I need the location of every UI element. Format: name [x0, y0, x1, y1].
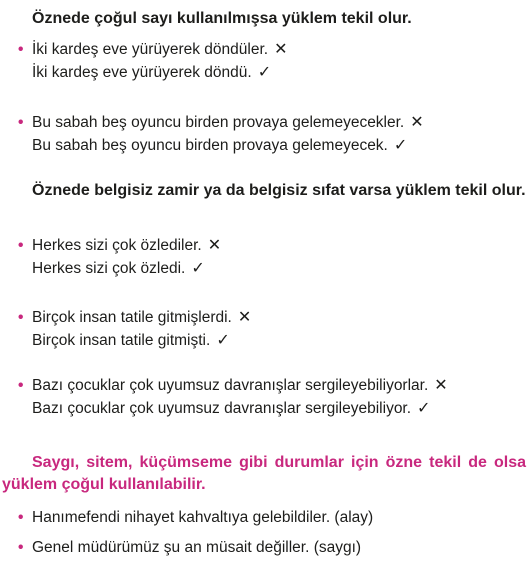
wrong-example: Birçok insan tatile gitmişlerdi. [32, 309, 232, 326]
check-icon: ✓ [191, 260, 205, 277]
check-icon: ✓ [393, 137, 408, 154]
correct-example: Birçok insan tatile gitmişti. [32, 332, 211, 349]
example-sentence: Hanımefendi nihayet kahvaltıya gelebildiler. (alay) [32, 509, 374, 526]
cross-icon: ✕ [237, 309, 252, 326]
correct-example: Bazı çocuklar çok uyumsuz davranışlar sergileyebiliyor. [32, 400, 412, 417]
rule-heading-respect-exception: Saygı, sitem, küçümseme gibi durumlar için özne tekil de olsa yüklem çoğul kullanılabilir. [2, 454, 526, 493]
wrong-example: Bu sabah beş oyuncu birden provaya gelemeyecekler. [32, 114, 405, 131]
cross-icon: ✕ [410, 114, 424, 131]
check-icon: ✓ [417, 400, 431, 417]
check-icon: ✓ [216, 332, 230, 349]
cross-icon: ✕ [434, 377, 448, 394]
bullet-icon: • [18, 509, 24, 526]
cross-icon: ✕ [207, 237, 222, 254]
example-item [18, 306, 524, 352]
correct-example: Bu sabah beş oyuncu birden provaya gelemeyecek. [32, 137, 388, 154]
bullet-icon: • [18, 539, 24, 556]
check-icon: ✓ [257, 64, 272, 81]
cross-icon: ✕ [274, 41, 288, 58]
bullet-icon: • [18, 114, 24, 131]
example-sentence: Genel müdürümüz şu an müsait değiller. (saygı) [32, 539, 362, 556]
wrong-example: İki kardeş eve yürüyerek döndüler. [32, 41, 269, 58]
example-item [18, 234, 524, 280]
example-item [18, 374, 524, 420]
example-item [18, 506, 524, 529]
bullet-icon: • [18, 237, 24, 254]
correct-example: İki kardeş eve yürüyerek döndü. [32, 64, 252, 81]
bullet-icon: • [18, 41, 24, 58]
example-item [18, 38, 524, 84]
example-item [18, 536, 524, 559]
correct-example: Herkes sizi çok özledi. [32, 260, 186, 277]
example-item [18, 111, 524, 157]
bullet-icon: • [18, 309, 24, 326]
rule-heading-plural-subject: Öznede çoğul sayı kullanılmışsa yüklem tekil olur. [32, 10, 412, 27]
rule-heading-indefinite-pronoun: Öznede belgisiz zamir ya da belgisiz sıfat varsa yüklem tekil olur. [32, 182, 526, 199]
wrong-example: Bazı çocuklar çok uyumsuz davranışlar sergileyebiliyorlar. [32, 377, 429, 394]
bullet-icon: • [18, 377, 24, 394]
wrong-example: Herkes sizi çok özlediler. [32, 237, 202, 254]
